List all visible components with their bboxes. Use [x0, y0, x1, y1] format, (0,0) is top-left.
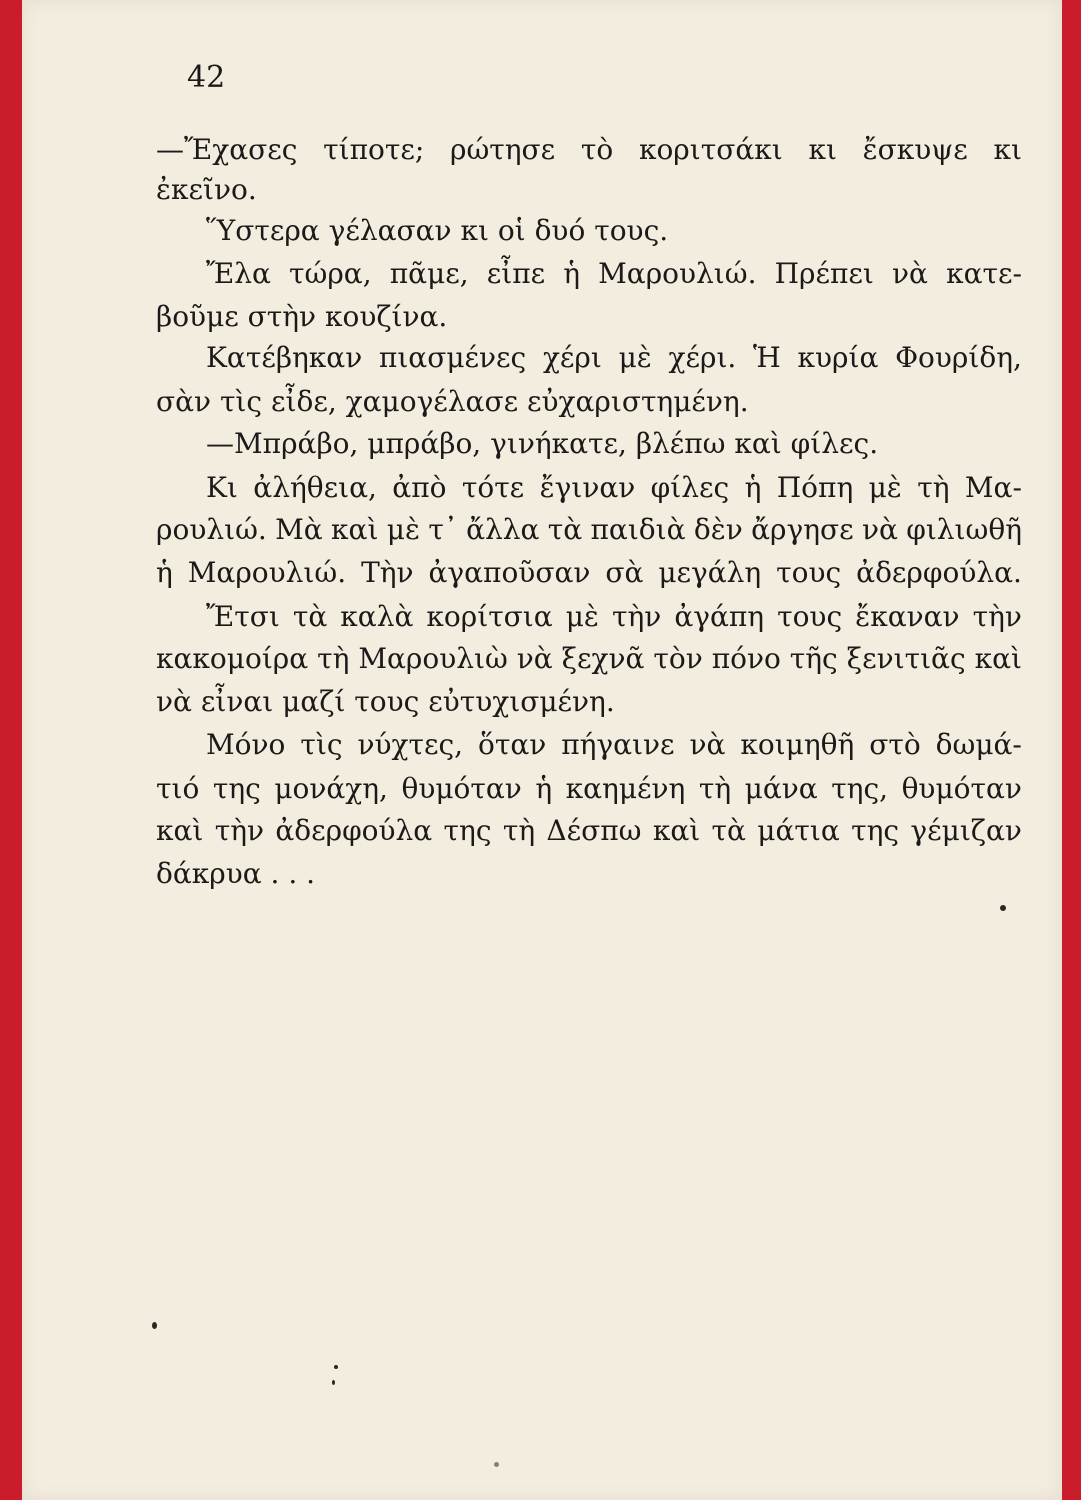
word: χέρι	[542, 341, 602, 374]
text-line: —Μπράβο, μπράβο, γινήκατε, βλέπω καὶ φίλες.	[206, 427, 879, 460]
word: Φουρίδη,	[895, 341, 1022, 374]
word: πόνο	[711, 642, 781, 675]
word: ἀγαποῦσαν	[428, 556, 591, 589]
word: μὲ	[868, 471, 902, 504]
word: ἔκαναν	[855, 600, 960, 633]
word: Ἔτσι	[206, 600, 280, 633]
word: πᾶμε,	[389, 257, 469, 290]
word: κοιμηθῆ	[740, 728, 855, 761]
word: κι	[993, 133, 1022, 166]
word: τὴ	[502, 814, 536, 847]
word: ἀδερφούλα.	[856, 556, 1022, 589]
text-line	[206, 341, 1022, 374]
word: καὶ	[974, 642, 1022, 675]
word: σὰ	[605, 556, 644, 589]
word: Κι	[206, 471, 238, 504]
ink-speck	[494, 1462, 499, 1467]
text-line: νὰ εἶναι μαζί τους εὐτυχισμένη.	[156, 685, 615, 718]
word: Δέσπω	[546, 814, 642, 847]
word: μάτια	[757, 814, 840, 847]
word: τὸ	[580, 133, 614, 166]
word: ἡ	[563, 257, 581, 290]
word: νὰ	[892, 257, 928, 290]
word: Κατέβηκαν	[206, 341, 363, 374]
text-line	[206, 728, 1022, 761]
word: Μαρουλιώ.	[598, 257, 757, 290]
text-line	[206, 471, 1022, 504]
word: Πόπη	[776, 471, 854, 504]
text-line	[156, 513, 1022, 546]
word: τὶς	[300, 728, 343, 761]
word: κυρία	[797, 341, 879, 374]
word: τ᾿	[428, 513, 458, 546]
word: τὴν	[214, 814, 265, 847]
word: ξεχνᾶ	[561, 642, 645, 675]
word: μάνα	[744, 772, 818, 805]
word: κορίτσια	[426, 600, 553, 633]
word: ἀπὸ	[392, 471, 447, 504]
word: τίποτε;	[323, 133, 425, 166]
word: ρώτησε	[450, 133, 556, 166]
word: Πρέπει	[774, 257, 874, 290]
word: ἄργησε	[751, 513, 854, 546]
word: Τὴν	[361, 556, 414, 589]
word: Μαρουλιὼ	[358, 642, 508, 675]
word: χέρι.	[668, 341, 737, 374]
ink-speck	[334, 1365, 338, 1369]
word: τὰ	[547, 513, 583, 546]
word: ἄλλα	[466, 513, 540, 546]
text-line: Ὕστερα γέλασαν κι οἱ δυό τους.	[206, 214, 669, 247]
word: θυμόταν	[401, 772, 522, 805]
text-line	[156, 556, 1022, 589]
word: καὶ	[331, 513, 379, 546]
word: ἡ	[156, 556, 173, 589]
word: ἔσκυψε	[862, 133, 968, 166]
word: της	[443, 814, 492, 847]
word: Μόνο	[206, 728, 286, 761]
word: παιδιὰ	[590, 513, 686, 546]
word: μονάχη,	[274, 772, 388, 805]
word: τὸν	[653, 642, 703, 675]
word: Ἔλα	[206, 257, 271, 290]
word: τους	[776, 556, 842, 589]
word: μὲ	[386, 513, 420, 546]
word: κακομοίρα	[156, 642, 309, 675]
word: —Ἔχασες	[156, 133, 298, 166]
word: μὲ	[618, 341, 652, 374]
word: κατε-	[946, 257, 1022, 290]
word: φίλες	[650, 471, 730, 504]
word: της	[851, 814, 900, 847]
word: της,	[831, 772, 889, 805]
word: τὴν	[611, 600, 662, 633]
word: ἀγάπη	[674, 600, 765, 633]
word: ἡ	[744, 471, 762, 504]
text-line	[206, 257, 1022, 290]
text-line	[156, 772, 1022, 805]
word: τὴν	[972, 600, 1022, 633]
word: φιλιωθῆ	[906, 513, 1022, 546]
word: τὴ	[698, 772, 732, 805]
word: εἶπε	[486, 257, 546, 290]
word: νὰ	[689, 728, 726, 761]
word: ὅταν	[477, 728, 547, 761]
text-line	[156, 133, 1022, 166]
text-line: ἐκεῖνο.	[156, 173, 257, 206]
word: κι	[808, 133, 837, 166]
word: ἡ	[535, 772, 553, 805]
word: πιασμένες	[378, 341, 527, 374]
word: νὰ	[516, 642, 553, 675]
word: τὴ	[917, 471, 950, 504]
word: μεγάλη	[658, 556, 762, 589]
word: καὶ	[652, 814, 701, 847]
word: ἀλήθεια,	[253, 471, 377, 504]
word: ρουλιώ.	[156, 513, 267, 546]
word: θυμόταν	[901, 772, 1022, 805]
word: κοριτσάκι	[638, 133, 783, 166]
word: τὴ	[317, 642, 350, 675]
word: δωμά-	[935, 728, 1022, 761]
word: γέμιζαν	[910, 814, 1022, 847]
word: τους	[777, 600, 843, 633]
word: Ἡ	[753, 341, 781, 374]
text-line	[156, 814, 1022, 847]
word: ἔγιναν	[539, 471, 636, 504]
book-page	[22, 0, 1062, 1500]
word: της	[212, 772, 261, 805]
word: τῆς	[789, 642, 838, 675]
ink-speck	[332, 1380, 335, 1385]
text-line: σὰν τὶς εἶδε, χαμογέλασε εὐχαριστημένη.	[156, 385, 749, 418]
word: τὰ	[292, 600, 328, 633]
text-line: βοῦμε στὴν κουζίνα.	[156, 300, 448, 333]
ink-speck	[152, 1322, 157, 1329]
word: ξενιτιᾶς	[846, 642, 966, 675]
word: Μα-	[964, 471, 1022, 504]
word: δὲν	[693, 513, 743, 546]
text-line: δάκρυα . . .	[156, 857, 316, 890]
text-line	[206, 600, 1022, 633]
word: πήγαινε	[561, 728, 675, 761]
word: Μὰ	[275, 513, 323, 546]
word: μὲ	[565, 600, 599, 633]
word: ἀδερφούλα	[275, 814, 433, 847]
word: τότε	[461, 471, 525, 504]
text-line	[156, 642, 1022, 675]
word: τώρα,	[289, 257, 372, 290]
word: Μαρουλιώ.	[187, 556, 347, 589]
word: νύχτες,	[357, 728, 464, 761]
word: τιό	[156, 772, 200, 805]
ink-speck	[1000, 905, 1006, 911]
word: καλὰ	[340, 600, 414, 633]
page-number: 42	[187, 60, 226, 95]
word: καημένη	[565, 772, 686, 805]
word: τὰ	[711, 814, 746, 847]
word: στὸ	[869, 728, 921, 761]
word: καὶ	[156, 814, 204, 847]
word: νὰ	[861, 513, 898, 546]
